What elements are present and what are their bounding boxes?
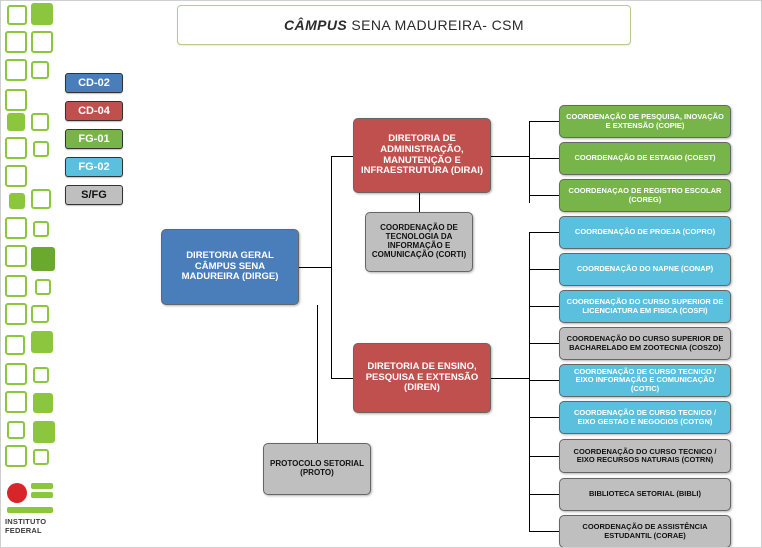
node-label: COORDENAÇAO DE REGISTRO ESCOLAR (COREG) (568, 186, 722, 204)
node-label: PROTOCOLO SETORIAL (PROTO) (270, 459, 364, 477)
connector (491, 156, 529, 157)
node-label: DIRETORIA GERAL CÂMPUS SENA MADUREIRA (DIRGE) (181, 250, 279, 283)
connector (529, 158, 559, 159)
connector (529, 121, 530, 203)
node-diren[interactable] (353, 343, 491, 413)
node-coest[interactable] (559, 142, 731, 175)
connector (331, 378, 353, 379)
legend-item-s-fg (65, 185, 123, 205)
connector (529, 494, 559, 495)
node-copro[interactable] (559, 216, 731, 249)
connector (317, 305, 318, 443)
page-title-rest: SENA MADUREIRA- CSM (347, 17, 524, 33)
connector (529, 417, 559, 418)
node-label: COORDENAÇÃO DO CURSO TECNICO / EIXO RECURSOS NATURAIS (COTRN) (573, 446, 717, 464)
legend-label: CD-04 (78, 105, 110, 117)
logo-line-1: INSTITUTO (5, 517, 47, 526)
node-label: COORDENAÇÃO DE PESQUISA, INOVAÇÃO E EXTENSÃO (COPIE) (566, 112, 724, 130)
node-conap[interactable] (559, 253, 731, 286)
connector (529, 121, 559, 122)
node-cosfi[interactable] (559, 290, 731, 323)
connector (331, 156, 332, 378)
node-proto[interactable] (263, 443, 371, 495)
legend-item-cd-02 (65, 73, 123, 93)
connector (529, 232, 559, 233)
connector (491, 378, 529, 379)
node-corti[interactable] (365, 212, 473, 272)
legend-label: S/FG (81, 189, 107, 201)
legend-label: CD-02 (78, 77, 110, 89)
node-corae[interactable] (559, 515, 731, 548)
instituto-federal-logo (5, 483, 59, 543)
connector (419, 193, 420, 212)
connector (529, 306, 559, 307)
page-title (177, 5, 631, 45)
logo-line-2: FEDERAL (5, 526, 42, 535)
connector (529, 531, 559, 532)
legend-item-fg-01 (65, 129, 123, 149)
legend-item-fg-02 (65, 157, 123, 177)
node-coreg[interactable] (559, 179, 731, 212)
connector (529, 195, 559, 196)
node-label: BIBLIOTECA SETORIAL (BIBLI) (589, 489, 701, 499)
node-label: COORDENAÇÃO DE TECNOLOGIA DA INFORMAÇÃO E COMUNICAÇÃO (CORTI) (371, 223, 467, 259)
connector (529, 269, 559, 270)
node-label: COORDENAÇÃO DE PROEJA (COPRO) (574, 227, 716, 237)
node-label: COORDENAÇÃO DO CURSO SUPERIOR DE LICENCIATURA EM FISICA (COSFI) (566, 297, 724, 315)
node-label: COORDENAÇÃO DE CURSO TECNICO / EIXO GESTAO E NEGOCIOS (COTGN) (573, 408, 717, 426)
node-cotrn[interactable] (559, 439, 731, 473)
node-cotgn[interactable] (559, 401, 731, 434)
node-label: COORDENAÇÃO DE ESTAGIO (COEST) (574, 153, 716, 163)
node-dirge[interactable] (161, 229, 299, 305)
connector (331, 156, 353, 157)
connector (299, 267, 331, 268)
node-label: COORDENAÇÃO DO NAPNE (CONAP) (576, 264, 714, 274)
page-title-emphasis: CÂMPUS (284, 17, 348, 33)
connector (529, 343, 559, 344)
connector (529, 232, 530, 531)
legend-label: FG-02 (78, 161, 110, 173)
node-bibli[interactable] (559, 478, 731, 511)
node-dirai[interactable] (353, 118, 491, 193)
connector (529, 456, 559, 457)
legend-label: FG-01 (78, 133, 110, 145)
node-label: COORDENAÇÃO DE ASSISTÊNCIA ESTUDANTIL (CORAE) (582, 522, 708, 540)
node-coszo[interactable] (559, 327, 731, 360)
decorative-mosaic (1, 1, 63, 548)
node-label: COORDENAÇÃO DO CURSO SUPERIOR DE BACHARELADO EM ZOOTECNIA (COSZO) (566, 334, 724, 352)
node-copie[interactable] (559, 105, 731, 138)
connector (529, 380, 559, 381)
node-label: DIRETORIA DE ENSINO, PESQUISA E EXTENSÃO (DIREN) (365, 361, 479, 394)
node-label: COORDENAÇÃO DE CURSO TECNICO / EIXO INFORMAÇÃO E COMUNICAÇÃO (COTIC) (573, 366, 717, 393)
legend-item-cd-04 (65, 101, 123, 121)
node-cotic[interactable] (559, 364, 731, 397)
node-label: DIRETORIA DE ADMINISTRAÇÃO, MANUTENÇÃO E INFRAESTRUTURA (DIRAI) (360, 133, 484, 177)
